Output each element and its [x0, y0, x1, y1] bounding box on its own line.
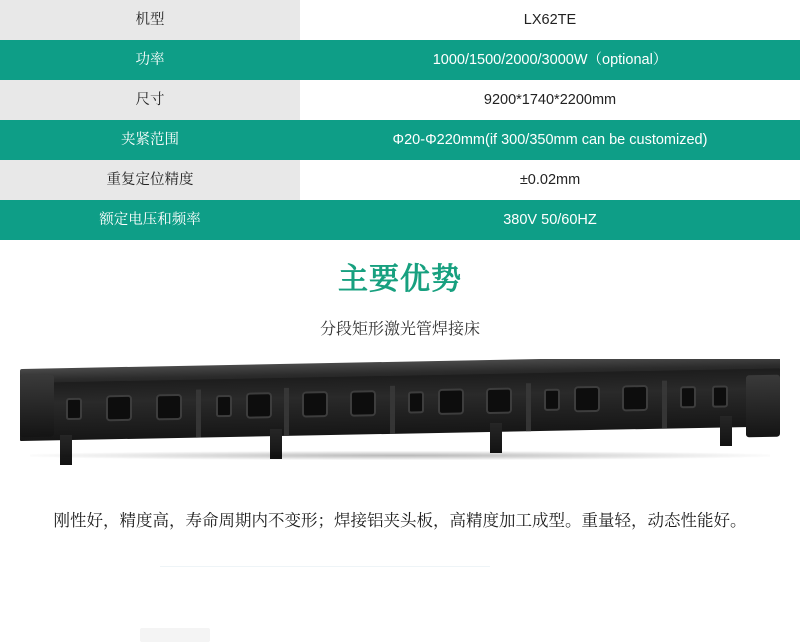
- table-row: [0, 40, 800, 80]
- bench-cutout: [574, 386, 600, 412]
- welding-bench-illustration: [20, 369, 780, 447]
- page-divider: [160, 566, 490, 567]
- section-subtitle: 分段矩形激光管焊接床: [319, 321, 480, 338]
- bench-leg: [490, 423, 502, 453]
- specification-table: [0, 0, 800, 240]
- bench-cutout: [246, 392, 272, 418]
- bench-cutout: [216, 395, 232, 417]
- page-artifact: [140, 628, 210, 642]
- spec-value: ±0.02mm: [300, 160, 800, 200]
- advantages-description: 刚性好，精度高，寿命周期内不变形；焊接铝夹头板，高精度加工成型。重量轻，动态性能好。: [53, 511, 747, 530]
- bench-cutout: [438, 388, 464, 414]
- bench-cutout: [712, 385, 728, 407]
- table-row: [0, 80, 800, 120]
- bench-leg: [60, 435, 72, 465]
- bench-cutout: [486, 387, 512, 413]
- bench-rib: [390, 386, 395, 434]
- bench-rib: [526, 383, 531, 431]
- spec-label: 机型: [0, 0, 300, 40]
- bench-cutout: [544, 388, 560, 410]
- bench-shadow: [30, 451, 770, 460]
- bench-cutout: [350, 390, 376, 416]
- bench-cutout: [302, 391, 328, 417]
- bench-cutout: [66, 398, 82, 420]
- table-row: [0, 0, 800, 40]
- bench-leg: [720, 416, 732, 446]
- spec-label: 功率: [0, 40, 300, 80]
- table-row: [0, 200, 800, 240]
- spec-label: 夹紧范围: [0, 120, 300, 160]
- spec-value: LX62TE: [300, 0, 800, 40]
- spec-value: 380V 50/60HZ: [300, 200, 800, 240]
- bench-cutout: [156, 394, 182, 420]
- spec-value: Φ20-Φ220mm(if 300/350mm can be customized): [300, 120, 800, 160]
- bench-rib: [284, 388, 289, 436]
- bench-cutout: [408, 391, 424, 413]
- table-row: [0, 120, 800, 160]
- advantages-section: [0, 240, 800, 533]
- spec-label: 额定电压和频率: [0, 200, 300, 240]
- bench-rib: [662, 380, 667, 428]
- bench-cutout: [622, 385, 648, 411]
- table-row: [0, 160, 800, 200]
- bench-cutout: [106, 395, 132, 421]
- spec-label: 尺寸: [0, 80, 300, 120]
- section-title: 主要优势: [338, 263, 462, 296]
- bench-rib: [196, 389, 201, 437]
- spec-value: 9200*1740*2200mm: [300, 80, 800, 120]
- bench-cutout: [680, 386, 696, 408]
- spec-value: 1000/1500/2000/3000W（optional）: [300, 40, 800, 80]
- spec-label: 重复定位精度: [0, 160, 300, 200]
- product-photo: [0, 359, 800, 484]
